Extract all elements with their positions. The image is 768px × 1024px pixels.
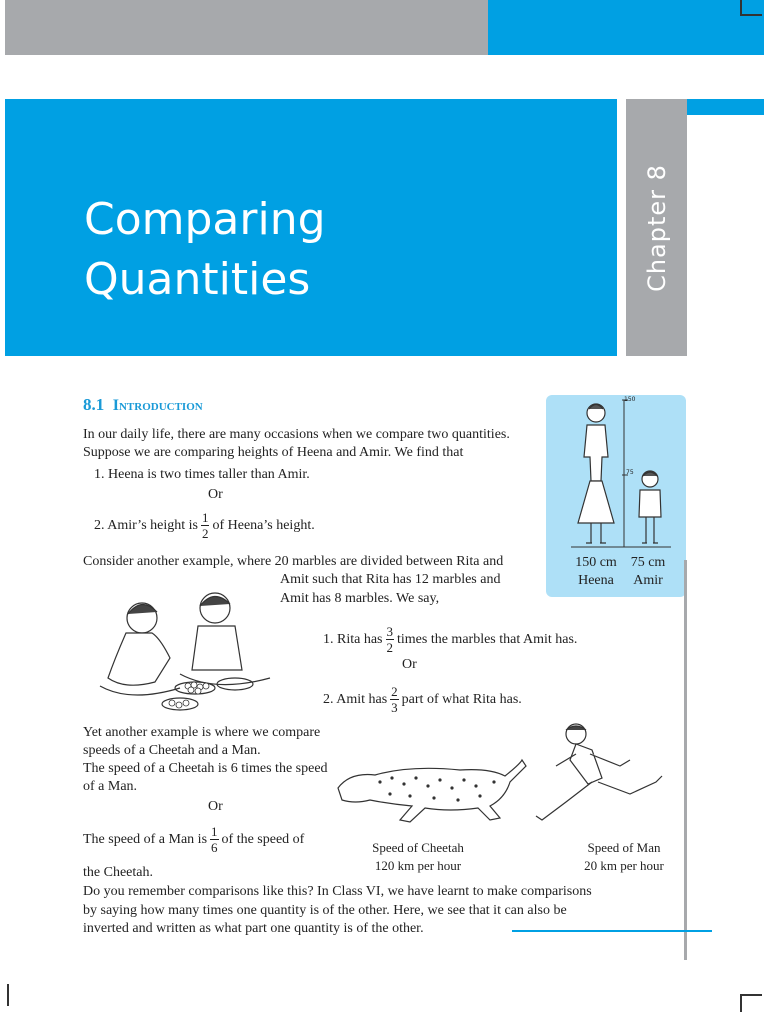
crop-mark (7, 984, 9, 1006)
header-strip (687, 99, 764, 115)
heena-figure (578, 404, 614, 543)
marbles-line-2: Amit such that Rita has 12 marbles and (280, 572, 501, 587)
speed-line-end: the Cheetah. (83, 865, 153, 880)
fraction-denominator: 2 (386, 640, 393, 655)
fraction-one-sixth (210, 824, 219, 855)
man-caption-line-1: Speed of Man (587, 840, 661, 855)
intro-or: Or (208, 487, 223, 502)
marbles-or: Or (402, 657, 417, 672)
marbles-item-2-pre: 2. Amit has (323, 691, 388, 707)
speed-fraction-pre: The speed of a Man is (83, 831, 208, 847)
section-number: 8.1 (83, 395, 105, 414)
heena-height-label: 150 cm (575, 555, 617, 570)
cheetah-caption-line-1: Speed of Cheetah (372, 840, 464, 855)
heena-amir-illustration (546, 395, 686, 555)
intro-line-2: Suppose we are comparing heights of Heena and Amir. We find that (83, 445, 464, 460)
man-caption-line-2: 20 km per hour (584, 858, 664, 873)
chapter-label-text: Chapter 8 (642, 163, 671, 292)
crop-mark (740, 994, 742, 1012)
heena-name-label: Heena (578, 573, 614, 588)
cheetah-caption-line-2: 120 km per hour (374, 858, 462, 873)
closing-line-1: Do you remember comparisons like this? In Class VI, we have learnt to make comparisons (83, 884, 592, 899)
section-heading (83, 395, 203, 415)
marbles-line-1: Consider another example, where 20 marbles are divided between Rita and (83, 554, 504, 569)
intro-item-2-pre: 2. Amir’s height is (94, 517, 198, 533)
fraction-numerator: 3 (386, 624, 393, 639)
right-margin-rule (684, 560, 687, 960)
amir-height-label: 75 cm (630, 555, 666, 570)
fraction-numerator: 2 (391, 684, 398, 699)
chapter-title-line-1: Comparing (84, 194, 326, 245)
marbles-item-2-post: part of what Rita has. (401, 691, 522, 707)
speed-line-2: speeds of a Cheetah and a Man. (83, 743, 261, 758)
cheetah-and-man-illustration (330, 720, 682, 832)
fraction-numerator: 1 (211, 824, 218, 839)
closing-line-2: by saying how many times one quantity is of the other. Here, we see that it can also be (83, 903, 567, 918)
intro-item-2-post: of Heena’s height. (212, 517, 315, 533)
chapter-title (84, 190, 326, 310)
intro-line-1: In our daily life, there are many occasions when we compare two quantities. (83, 427, 510, 442)
speed-line-4: of a Man. (83, 779, 138, 794)
chapter-label (626, 99, 687, 356)
fraction-denominator: 2 (201, 526, 209, 541)
speed-fraction-post: of the speed of (221, 831, 305, 847)
fraction-three-halves (386, 624, 395, 655)
fraction-denominator: 6 (211, 840, 218, 855)
children-with-marbles-illustration (80, 578, 280, 716)
cheetah-figure (338, 760, 526, 822)
intro-item-2 (94, 510, 315, 541)
scale-label-150: 150 (624, 396, 636, 403)
amir-name-label: Amir (633, 573, 663, 588)
top-bar-blue (488, 0, 764, 55)
fraction-numerator: 1 (201, 510, 209, 525)
crop-mark (742, 994, 762, 996)
section-title: Introduction (112, 397, 203, 414)
height-comparison-figure (546, 395, 686, 597)
marbles-item-1-pre: 1. Rita has (323, 631, 383, 647)
fraction-denominator: 3 (391, 700, 398, 715)
speed-or: Or (208, 799, 223, 814)
chapter-title-line-2: Quantities (84, 254, 311, 305)
top-bar-grey (5, 0, 488, 55)
fraction-one-half (201, 510, 210, 541)
speed-fraction-line (83, 824, 304, 855)
intro-item-1: 1. Heena is two times taller than Amir. (94, 467, 310, 482)
fraction-two-thirds (390, 684, 399, 715)
marbles-item-1-post: times the marbles that Amit has. (397, 631, 578, 647)
marbles-item-1 (323, 624, 577, 655)
amir-figure (639, 471, 661, 543)
bottom-accent-rule (512, 930, 712, 932)
scale-label-75: 75 (626, 469, 634, 476)
crop-mark (742, 14, 762, 16)
man-figure (536, 724, 662, 820)
speed-line-1: Yet another example is where we compare (83, 725, 321, 740)
marbles-item-2 (323, 684, 522, 715)
closing-line-3: inverted and written as what part one quantity is of the other. (83, 921, 424, 936)
marbles-line-3: Amit has 8 marbles. We say, (280, 591, 440, 606)
speed-line-3: The speed of a Cheetah is 6 times the speed (83, 761, 328, 776)
